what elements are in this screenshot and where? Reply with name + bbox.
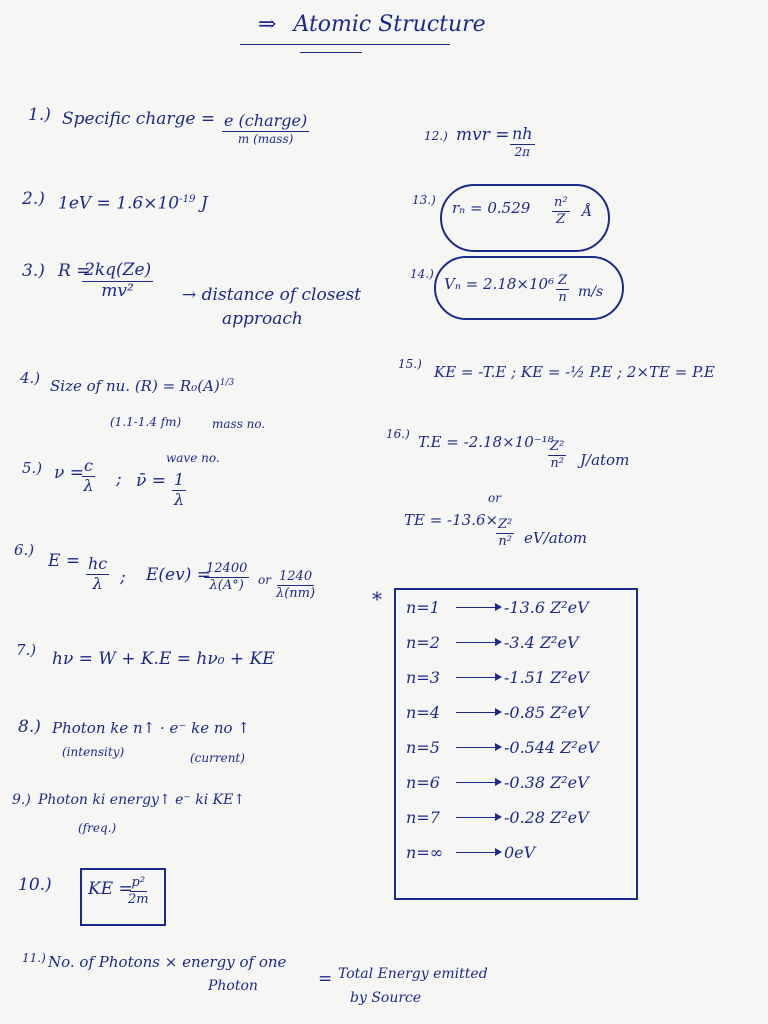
formula-15-text: KE = -T.E ; KE = -½ P.E ; 2×TE = P.E — [434, 363, 715, 381]
formula-5-denominator: λ — [83, 475, 94, 495]
formula-6-numerator-2: 12400 — [206, 561, 248, 576]
formula-11-text-2: Photon — [208, 978, 258, 994]
formula-10-denominator: 2m — [128, 891, 149, 907]
arrow-right-icon — [456, 782, 500, 783]
formula-16-lhs: T.E = -2.18×10⁻¹⁸ — [418, 433, 554, 451]
energy-level-row — [406, 773, 589, 792]
energy-level-value: -0.28 Z²eV — [504, 808, 589, 827]
formula-12-lhs: mvr = — [456, 125, 510, 145]
formula-16-numerator: Z² — [550, 439, 565, 454]
formula-5-numerator: c — [84, 456, 93, 475]
formula-10-numerator: p² — [131, 875, 146, 890]
formula-11-text: No. of Photons × energy of one — [48, 953, 287, 971]
formula-4-main: Size of nu. (R) = R₀(A) — [50, 377, 220, 395]
formula-16-numerator-2: Z² — [498, 517, 513, 532]
formula-11-rhs: Total Energy emitted — [338, 966, 488, 982]
formula-13-numerator: n² — [554, 195, 568, 210]
formula-10-label: 10.) — [18, 875, 52, 895]
formula-5-separator: ; — [116, 469, 122, 489]
title-underline — [240, 44, 450, 45]
formula-6-numerator: hc — [88, 554, 108, 573]
formula-5-label: 5.) — [22, 459, 43, 477]
formula-3-note: → distance of closest — [182, 285, 362, 305]
formula-4-label: 4.) — [20, 369, 41, 387]
formula-11-equals: = — [318, 969, 333, 989]
energy-level-value: 0eV — [504, 843, 536, 862]
energy-level-n: n=1 — [406, 598, 440, 617]
formula-14-fraction — [556, 274, 569, 304]
formula-6-denominator: λ — [92, 573, 103, 593]
energy-level-n: n=5 — [406, 738, 440, 757]
formula-13-lhs: rₙ = 0.529 — [452, 199, 531, 217]
formula-3-note-2: approach — [222, 309, 303, 329]
formula-4-range: (1.1-1.4 fm) — [110, 415, 182, 429]
formula-1-denominator: m (mass) — [237, 131, 294, 146]
formula-6-fraction-3 — [276, 570, 315, 600]
formula-16-denominator: n² — [550, 455, 564, 471]
arrow-right-icon — [456, 817, 500, 818]
energy-level-row — [406, 598, 589, 617]
formula-3-label: 3.) — [22, 261, 45, 281]
title-text: Atomic Structure — [293, 12, 486, 37]
formula-10-lhs: KE = — [88, 879, 133, 899]
formula-13-label: 13.) — [412, 193, 436, 207]
page-title — [258, 12, 486, 37]
formula-11-label: 11.) — [22, 951, 46, 965]
formula-8-label: 8.) — [18, 717, 41, 737]
formula-2-unit: J — [200, 193, 208, 214]
energy-level-n: n=6 — [406, 773, 440, 792]
formula-10-fraction — [128, 876, 149, 906]
arrow-right-icon — [456, 642, 500, 643]
formula-8-text: Photon ke n↑ · e⁻ ke no ↑ — [52, 719, 250, 737]
energy-level-value: -3.4 Z²eV — [504, 633, 579, 652]
arrow-right-icon — [456, 607, 500, 608]
formula-5-lhs-2: ν̄ = — [136, 471, 166, 491]
formula-5-denominator-2: λ — [174, 489, 185, 509]
energy-level-n: n=7 — [406, 808, 440, 827]
formula-3-numerator: 2kq(Ze) — [84, 260, 152, 280]
formula-4-text — [50, 378, 234, 395]
formula-6-denominator-2: λ(A°) — [209, 577, 244, 593]
energy-level-n: n=3 — [406, 668, 440, 687]
formula-1-label: 1.) — [28, 105, 51, 125]
formula-16-fraction — [548, 440, 566, 470]
formula-5-lhs: ν = — [54, 463, 84, 483]
formula-6-lhs: E = — [48, 551, 81, 571]
arrow-right-icon — [456, 712, 500, 713]
formula-6-separator: ; — [120, 567, 126, 587]
formula-8-sub-intensity: (intensity) — [62, 745, 125, 759]
energy-level-row — [406, 703, 589, 722]
formula-13-unit: Å — [582, 204, 593, 220]
energy-level-row — [406, 808, 589, 827]
formula-8-sub-current: (current) — [190, 751, 245, 765]
formula-3-lhs: R = — [58, 261, 91, 281]
formula-16-unit-2: eV/atom — [524, 529, 587, 547]
formula-7-text: hν = W + K.E = hν₀ + KE — [52, 649, 275, 669]
energy-level-n: n=∞ — [406, 843, 444, 862]
formula-6-denominator-3: λ(nm) — [276, 585, 316, 601]
formula-14-denominator: n — [558, 289, 567, 305]
formula-2-mantissa: 1eV = 1.6×10 — [58, 193, 180, 214]
formula-14-numerator: Z — [558, 273, 568, 288]
formula-6-numerator-3: 1240 — [279, 569, 313, 584]
formula-12-fraction — [510, 126, 535, 158]
formula-4-exponent: 1/3 — [219, 378, 235, 388]
energy-level-n: n=4 — [406, 703, 440, 722]
formula-4-mass-note: mass no. — [212, 417, 266, 431]
formula-14-lhs: Vₙ = 2.18×10⁶ — [444, 275, 555, 293]
formula-16-or: or — [488, 491, 501, 505]
title-arrow: ⇒ — [258, 12, 277, 37]
formula-12-numerator: nh — [512, 124, 533, 143]
formula-5-fraction-2 — [172, 472, 186, 509]
arrow-right-icon — [456, 677, 500, 678]
formula-12-label: 12.) — [424, 129, 448, 143]
formula-6-fraction-2 — [204, 562, 249, 592]
star-marker: * — [372, 587, 382, 611]
formula-16-label: 16.) — [386, 427, 410, 441]
formula-12-denominator: 2π — [514, 144, 531, 159]
formula-5-wave-note: wave no. — [166, 451, 220, 465]
formula-2-label: 2.) — [22, 189, 45, 209]
formula-13-denominator: Z — [556, 211, 566, 227]
formula-9-label: 9.) — [12, 792, 31, 808]
formula-3-denominator: mv² — [101, 280, 134, 301]
energy-level-row — [406, 843, 535, 862]
energy-level-value: -1.51 Z²eV — [504, 668, 589, 687]
formula-5-fraction — [82, 458, 95, 495]
energy-level-row — [406, 738, 599, 757]
formula-6-lhs-2: E(ev) = — [146, 565, 211, 585]
formula-6-fraction — [86, 556, 109, 593]
formula-6-label: 6.) — [14, 541, 35, 559]
energy-level-row — [406, 668, 589, 687]
formula-15-label: 15.) — [398, 357, 422, 371]
formula-5-numerator-2: 1 — [174, 470, 185, 489]
formula-1-fraction — [222, 113, 309, 145]
formula-11-rhs-2: by Source — [350, 990, 422, 1006]
formula-1-text: Specific charge = — [62, 109, 216, 129]
energy-level-value: -13.6 Z²eV — [504, 598, 589, 617]
formula-16-lhs-2: TE = -13.6× — [404, 511, 499, 529]
formula-2-text — [58, 194, 208, 214]
energy-level-value: -0.38 Z²eV — [504, 773, 589, 792]
title-underline-short — [300, 52, 362, 53]
formula-14-label: 14.) — [410, 267, 434, 281]
formula-14-unit: m/s — [578, 284, 604, 300]
arrow-right-icon — [456, 747, 500, 748]
formula-13-fraction — [552, 196, 570, 226]
energy-level-value: -0.544 Z²eV — [504, 738, 599, 757]
energy-level-n: n=2 — [406, 633, 440, 652]
formula-7-label: 7.) — [16, 641, 37, 659]
arrow-right-icon — [456, 852, 500, 853]
formula-3-fraction — [82, 262, 153, 301]
formula-16-denominator-2: n² — [498, 533, 512, 549]
formula-1-numerator: e (charge) — [224, 111, 308, 130]
formula-6-or: or — [258, 573, 271, 587]
energy-level-row — [406, 633, 579, 652]
formula-2-exponent: -19 — [179, 194, 196, 205]
formula-9-text: Photon ki energy↑ e⁻ ki KE↑ — [38, 792, 246, 808]
formula-16-fraction-2 — [496, 518, 514, 548]
formula-16-unit: J/atom — [580, 451, 630, 469]
formula-9-sub-freq: (freq.) — [78, 821, 117, 835]
energy-level-value: -0.85 Z²eV — [504, 703, 589, 722]
